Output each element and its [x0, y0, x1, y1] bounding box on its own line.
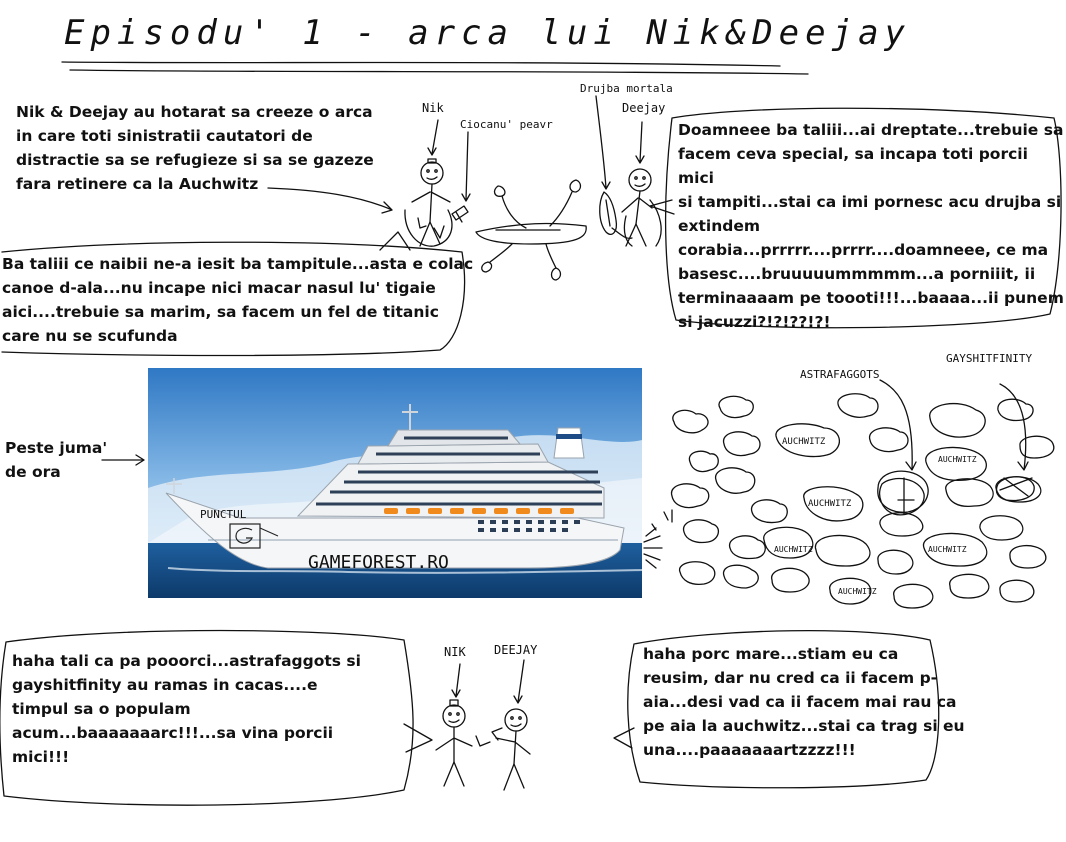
ship-sign-text: PUNCTUL	[200, 508, 247, 521]
gayshitfinity-arrow	[1000, 384, 1028, 470]
hammer-icon	[452, 206, 468, 222]
cruise-ship-drawing	[148, 368, 642, 598]
label-drujba: Drujba mortala	[580, 82, 673, 95]
deejay-speech-bubble-bottom: haha porc mare...stiam eu ca reusim, dar nu cred ca ii facem p- aia...desi vad ca ii facem mai rau ca pe aia la auchwitz...stai ca trag si eu una....paaaaaaartzzzz!!!	[643, 645, 965, 759]
deejay-label-arrow-bottom	[514, 660, 524, 703]
nik-figure	[405, 159, 452, 246]
label-ciocan: Ciocanu' peavr	[460, 118, 553, 131]
ship-hull-text: GAMEFOREST.RO	[308, 552, 449, 573]
canoe-ring-drawing	[476, 180, 586, 280]
label-deejay: Deejay	[622, 101, 666, 115]
title-underline	[62, 62, 808, 74]
chainsaw-icon	[600, 192, 632, 238]
cruise-ship-photo	[148, 368, 642, 598]
label-nik: Nik	[422, 101, 444, 115]
label-deejay-bottom: DEEJAY	[494, 643, 538, 657]
nik-speech-bubble: Ba taliii ce naibii ne-a iesit ba tampitule...asta e colac canoe d-ala...nu incape nici macar nasul lu' tigaie aici....trebuie sa marim, sa facem un fel de titanic care nu se scufunda	[2, 255, 474, 345]
blob-label: AUCHWITZ	[782, 437, 826, 447]
deejay-speech-bubble: Doamneee ba taliii...ai dreptate...trebuie sa facem ceva special, sa incapa toti porcii mici si tampiti...stai ca imi pornesc acu drujba si extindem corabia...prrrrr....prrrr....doamneee, ce ma basesc....bruuuuummmmm...a porniiit, ii terminaaaam pe toooti!!!...baaaa...ii punem si jacuzzi?!?!??!?!	[678, 121, 1064, 331]
blob-label: AUCHWITZ	[808, 499, 852, 509]
astrafaggots-arrow	[880, 380, 916, 470]
narration-caption: Nik & Deejay au hotarat sa creeze o arca in care toti sinistratii cautatori de distractie sa se refugieze si sa se gazeze fara retinere ca la Auchwitz	[16, 103, 374, 193]
deejay-label-arrow	[636, 122, 644, 163]
crowd-blobs	[672, 394, 1054, 608]
label-astrafaggots: ASTRAFAGGOTS	[800, 368, 880, 381]
nik-speech-bubble-bottom: haha tali ca pa pooorci...astrafaggots si gayshitfinity au ramas in cacas....e timpul sa o populam acum...baaaaaaarc!!!...sa vina porcii mici!!!	[12, 652, 361, 766]
label-gayshitfinity: GAYSHITFINITY	[946, 352, 1033, 365]
ciocan-arrow	[462, 132, 470, 201]
comic-title: Episodu' 1 - arca lui Nik&Deejay	[64, 13, 912, 53]
time-arrow	[102, 455, 144, 465]
blob-label: AUCHWITZ	[938, 455, 977, 464]
blob-label: AUCHWITZ	[928, 545, 967, 554]
nik-figure-bottom	[436, 700, 490, 786]
blob-label: AUCHWITZ	[838, 587, 877, 596]
astrafaggots-figure	[880, 478, 925, 515]
nik-label-arrow-bottom	[452, 664, 460, 697]
drujba-arrow	[596, 96, 610, 189]
label-nik-bottom: NIK	[444, 645, 466, 659]
time-caption: Peste juma' de ora	[5, 439, 108, 481]
deejay-figure-bottom	[492, 709, 530, 790]
nik-label-arrow	[428, 120, 438, 155]
spray-lines	[644, 510, 672, 568]
blob-label: AUCHWITZ	[774, 545, 813, 554]
